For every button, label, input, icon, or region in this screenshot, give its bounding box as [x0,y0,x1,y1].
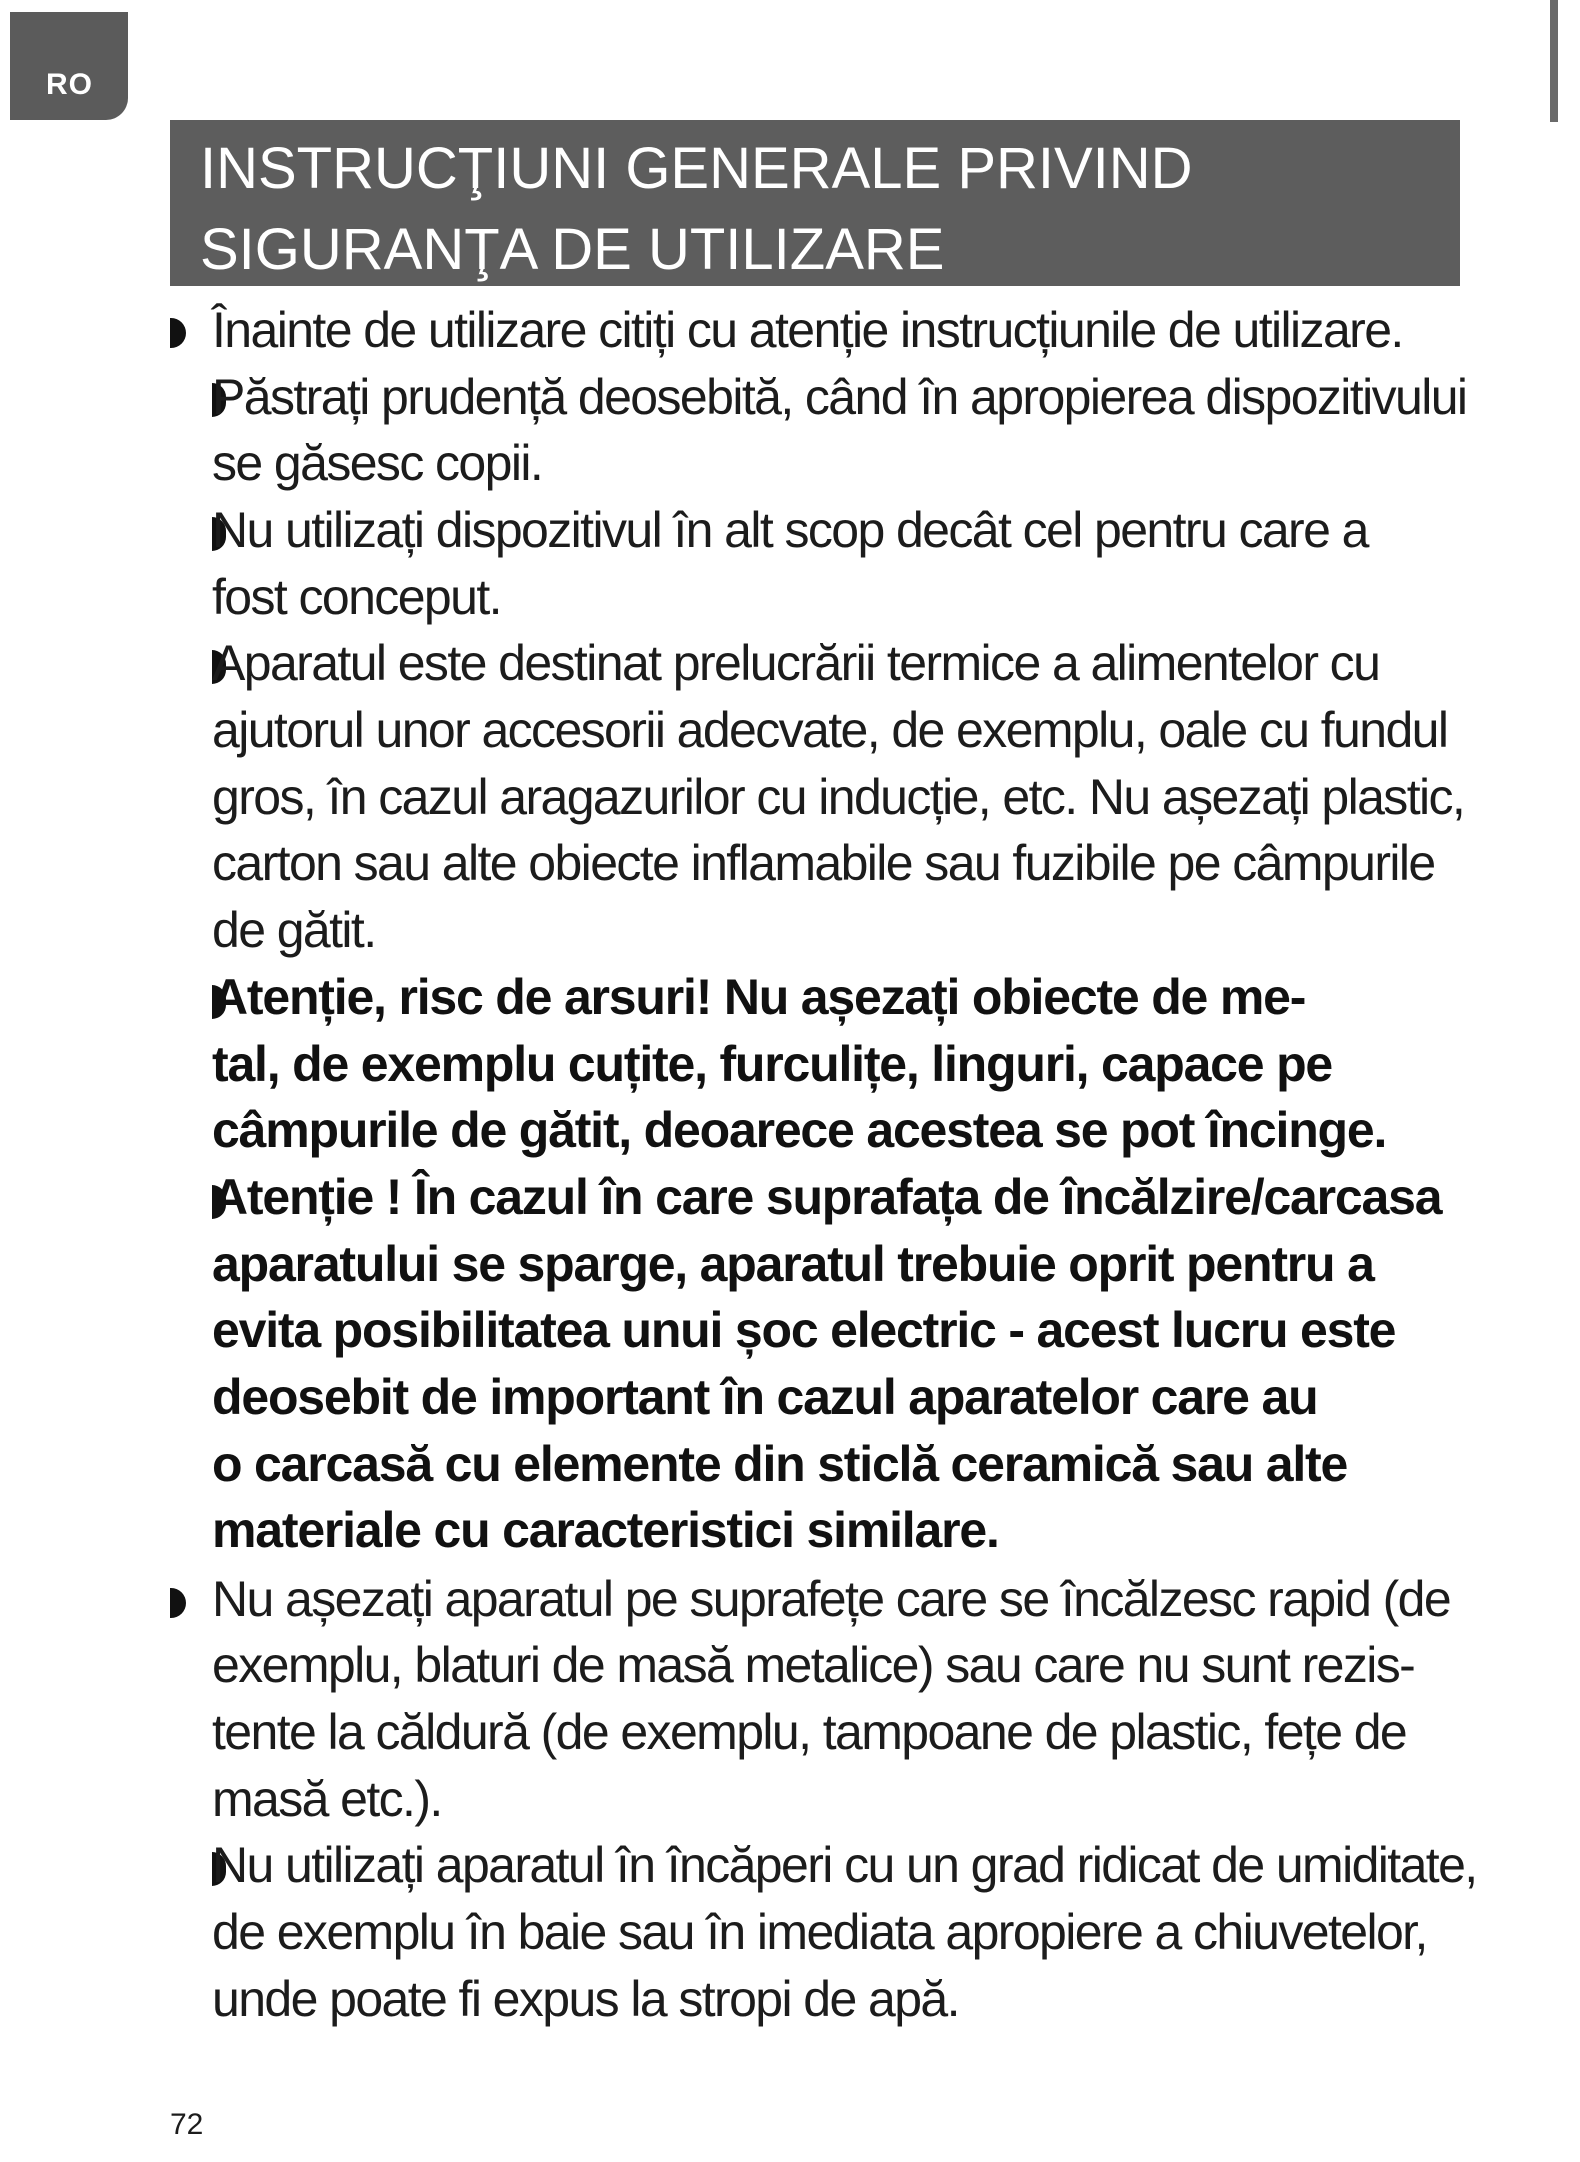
bullet-icon [170,318,186,348]
text-line: carton sau alte obiecte inflamabile sau fuzibile pe câmpurile [212,835,1435,891]
text-line: Aparatul este destinat prelucrării termice a alimentelor cu [212,635,1380,691]
warning-text-line: o carcasă cu elemente din sticlă ceramică sau alte [212,1436,1348,1492]
text-line: Păstrați prudență deosebită, când în apropierea dispozitivului [212,369,1467,425]
text-line: de exemplu în baie sau în imediata apropiere a chiuvetelor, [212,1904,1427,1960]
bullet-icon [170,1588,186,1618]
text-line: Înainte de utilizare citiți cu atenție instrucțiunile de utilizare. [212,302,1403,358]
section-title-line-2: SIGURANŢA DE UTILIZARE [200,217,945,282]
warning-text-line: Atenție ! În cazul în care suprafața de încălzire/carcasa [212,1169,1442,1225]
language-tab: RO [10,12,128,120]
text-line: fost conceput. [212,569,501,625]
page-number: 72 [170,2108,204,2141]
text-line: Nu utilizați aparatul în încăperi cu un grad ridicat de umiditate, [212,1837,1477,1893]
text-line: masă etc.). [212,1771,442,1827]
text-line: se găsesc copii. [212,435,543,491]
text-line: de gătit. [212,902,376,958]
warning-text-line: tal, de exemplu cuțite, furculițe, linguri, capace pe [212,1036,1333,1092]
warning-text-line: câmpurile de gătit, deoarece acestea se pot încinge. [212,1102,1387,1158]
text-line: gros, în cazul aragazurilor cu inducție, etc. Nu așezați plastic, [212,769,1465,825]
text-line: exemplu, blaturi de masă metalice) sau care nu sunt rezis- [212,1637,1415,1693]
text-line: unde poate fi expus la stropi de apă. [212,1971,959,2027]
warning-text-line: aparatului se sparge, aparatul trebuie oprit pentru a [212,1236,1374,1292]
warning-text-line: deosebit de important în cazul aparatelor care au [212,1369,1318,1425]
text-line: Nu utilizați dispozitivul în alt scop decât cel pentru care a [212,502,1368,558]
warning-text-line: materiale cu caracteristici similare. [212,1502,999,1558]
text-line: ajutorul unor accesorii adecvate, de exemplu, oale cu fundul [212,702,1448,758]
text-line: tente la căldură (de exemplu, tampoane de plastic, fețe de [212,1704,1407,1760]
text-line: Nu așezați aparatul pe suprafețe care se încălzesc rapid (de [212,1571,1451,1627]
section-title-line-1: INSTRUCŢIUNI GENERALE PRIVIND [200,136,1193,201]
warning-text-line: Atenție, risc de arsuri! Nu așezați obiecte de me- [212,969,1306,1025]
warning-text-line: evita posibilitatea unui șoc electric - acest lucru este [212,1302,1396,1358]
